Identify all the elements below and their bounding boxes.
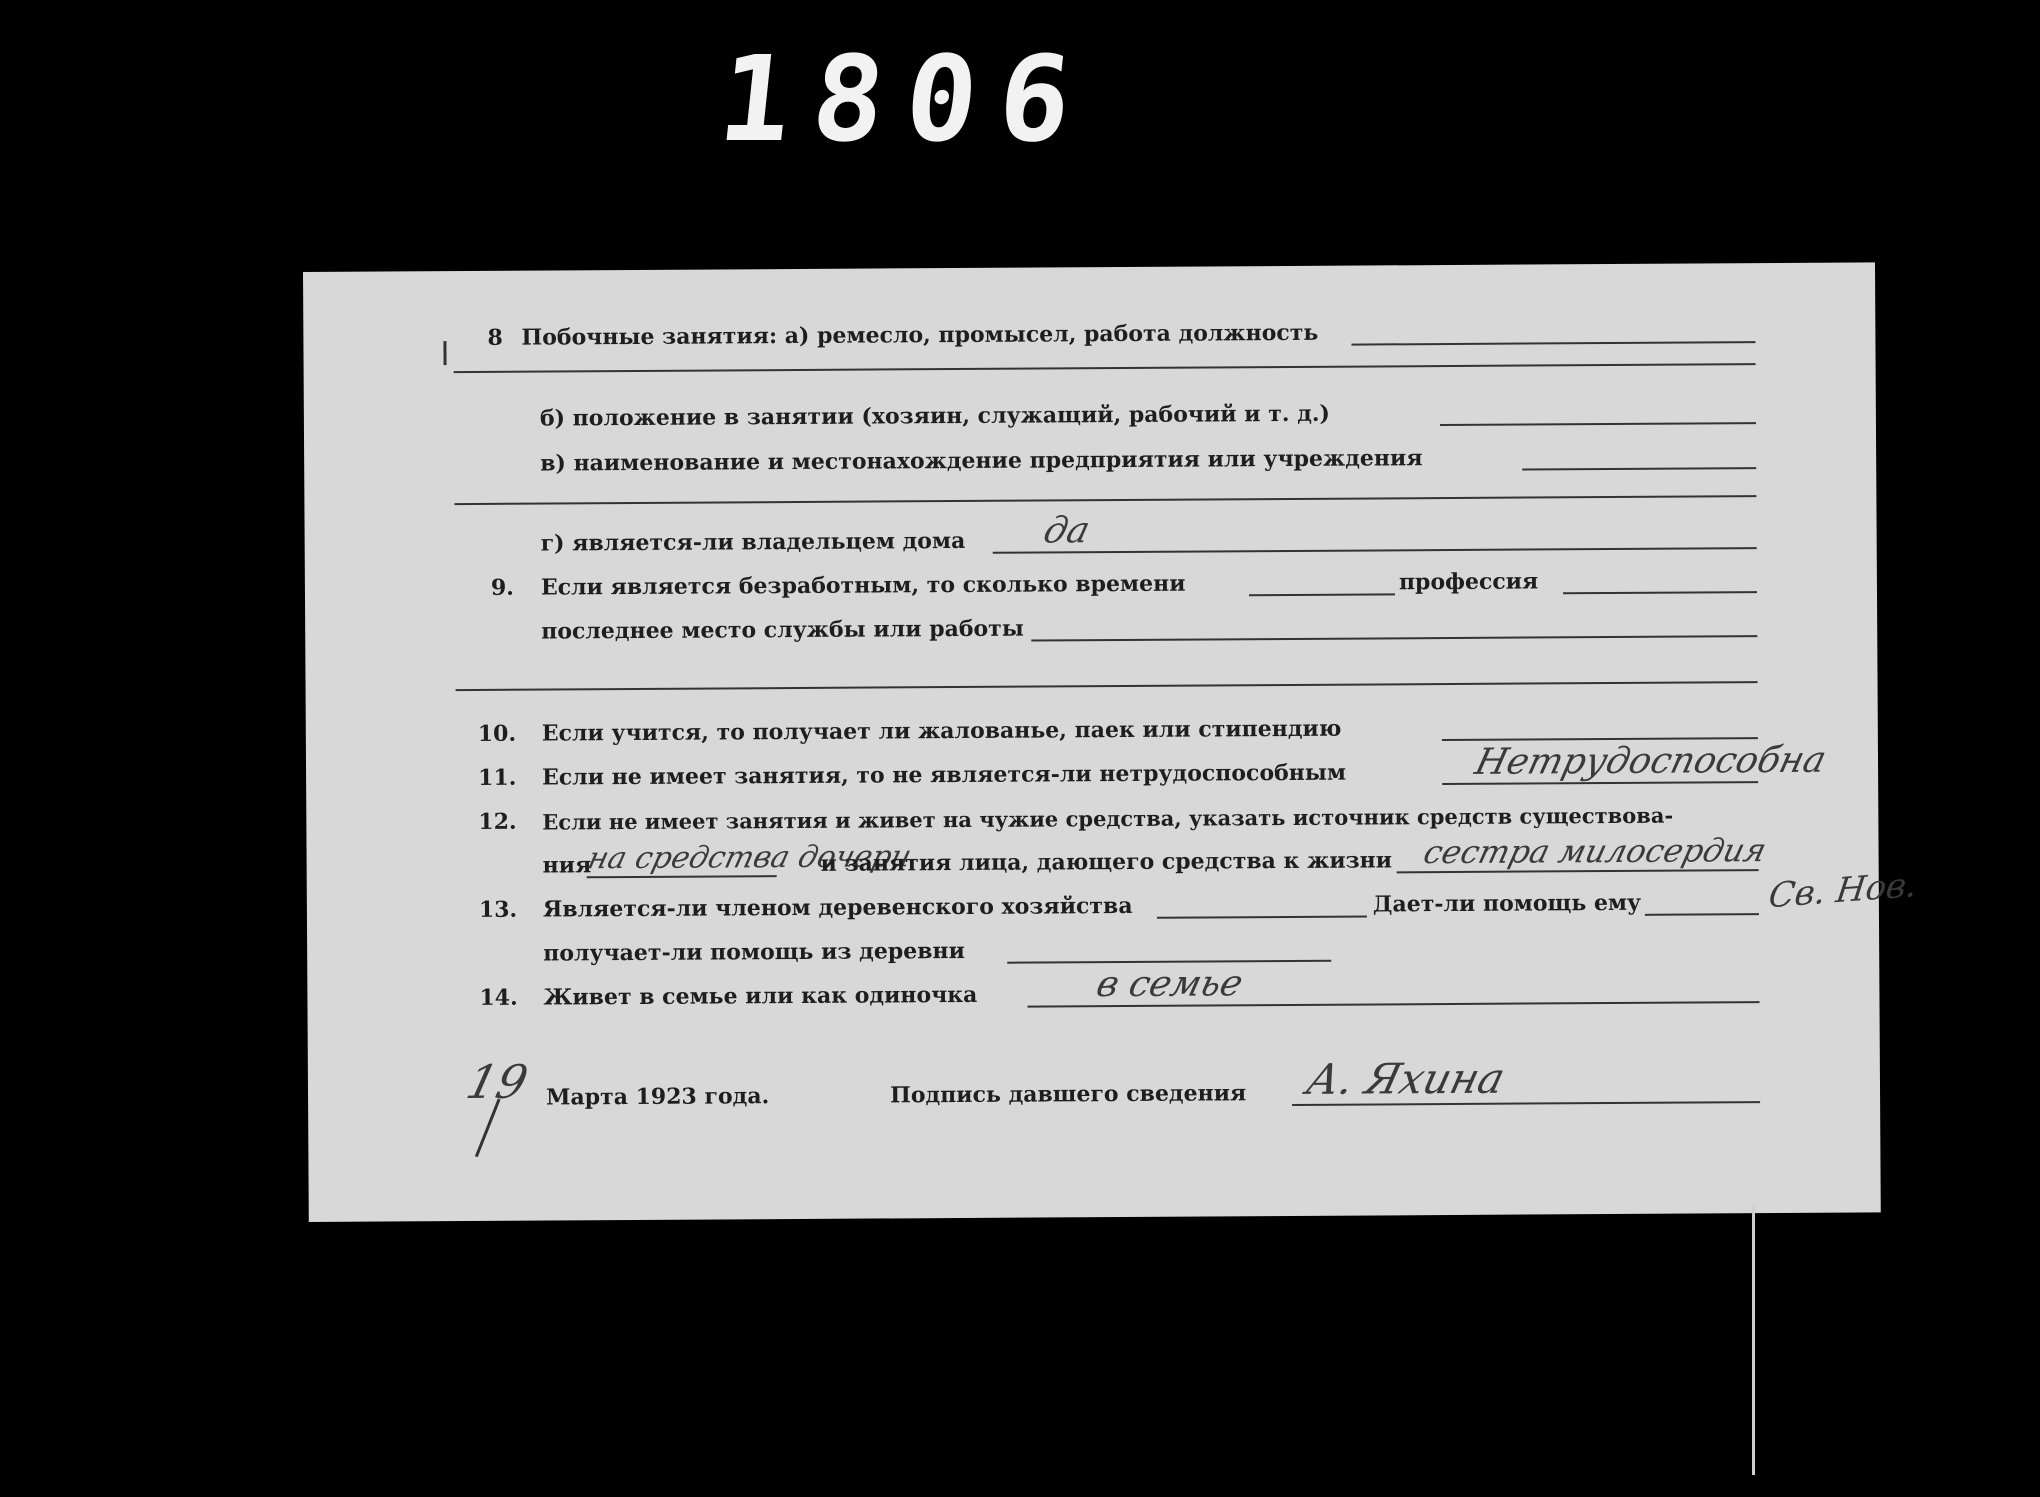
q13-row-receive xyxy=(307,922,1879,974)
q9-last-job-line xyxy=(1031,635,1757,641)
q14-number: 14. xyxy=(479,984,518,1011)
q13-label: Является-ли членом деревенского хозяйства xyxy=(542,892,1133,923)
archive-number: 1806 xyxy=(712,30,1100,168)
q11-number: 11. xyxy=(478,764,517,791)
q13-number: 13. xyxy=(478,896,518,923)
q9-label: Если является безработным, то сколько времени xyxy=(540,570,1186,601)
q12-handwritten-source: на средства дочери xyxy=(584,839,915,877)
q14-label: Живет в семье или как одиночка xyxy=(543,981,978,1011)
q8-row-b xyxy=(304,387,1876,439)
q13-receive-label: получает-ли помощь из деревни xyxy=(543,937,965,967)
q12-handwritten-person: сестра милосердия xyxy=(1419,831,1771,872)
q12-row-cont xyxy=(306,831,1878,886)
q9-continuation-line xyxy=(456,681,1758,691)
q12-label: Если не имеет занятия и живет на чужие средства, указать источник средств существова- xyxy=(542,802,1674,835)
q8v-answer-line xyxy=(1522,467,1756,470)
q9-profession-line xyxy=(1563,591,1757,594)
q12-number: 12. xyxy=(478,808,517,835)
q13-margin-note: Св. Нов. xyxy=(1766,864,1920,917)
q9-number: 9. xyxy=(490,574,514,601)
q8a-continuation-line xyxy=(454,363,1756,373)
q8g-label: г) является-ли владельцем дома xyxy=(540,527,966,557)
q8a-label: Побочные занятия: а) ремесло, промысел, работа должность xyxy=(521,319,1319,351)
q8-row-a xyxy=(303,306,1875,358)
q12-label-mid: и занятия лица, дающего средства к жизни xyxy=(820,847,1393,877)
q14-row xyxy=(307,963,1879,1018)
q10-number: 10. xyxy=(477,720,517,747)
signature-label: Подпись давшего сведения xyxy=(889,1080,1247,1109)
day-handwritten: 19 xyxy=(461,1054,534,1110)
q11-label: Если не имеет занятия, то не является-ли нетрудоспособным xyxy=(542,759,1347,791)
q13-member-line xyxy=(1157,916,1367,919)
q9-time-line xyxy=(1249,593,1395,596)
signature-handwritten: А. Яхина xyxy=(1301,1053,1510,1104)
q8g-answer-line xyxy=(993,547,1757,554)
q8-row-g xyxy=(305,512,1877,564)
q13-help-line xyxy=(1645,913,1759,916)
q8g-handwritten-answer: да xyxy=(1039,510,1094,552)
scan-edge-line xyxy=(1752,1205,1755,1475)
q8-row-v xyxy=(304,432,1876,484)
q9-row-last xyxy=(305,600,1877,652)
q8b-label: б) положение в занятии (хозяин, служащий, рабочий и т. д.) xyxy=(539,400,1330,432)
questionnaire-card xyxy=(303,262,1920,1222)
date-label: Марта 1923 года. xyxy=(545,1083,770,1111)
q14-handwritten-answer: в семье xyxy=(1092,963,1247,1006)
q13-row xyxy=(307,878,1879,930)
q9-profession-label: профессия xyxy=(1398,568,1539,596)
q10-label: Если учится, то получает ли жалованье, паек или стипендию xyxy=(541,715,1342,747)
q12-label-start: ния xyxy=(542,852,592,879)
q11-handwritten-answer: Нетрудоспособна xyxy=(1471,739,1831,783)
q8v-label: в) наименование и местонахождение предприятия или учреждения xyxy=(540,445,1423,477)
q8-number: 8 xyxy=(487,324,503,351)
footer-row xyxy=(308,1048,1880,1118)
q9-last-job-label: последнее место службы или работы xyxy=(541,615,1024,645)
q11-row xyxy=(306,739,1878,798)
q8v-continuation-line xyxy=(454,495,1756,505)
q9-row xyxy=(305,556,1877,608)
q8a-answer-line xyxy=(1351,341,1755,345)
q13-help-label: Дает-ли помощь ему xyxy=(1372,889,1642,918)
q8b-answer-line xyxy=(1440,422,1756,426)
